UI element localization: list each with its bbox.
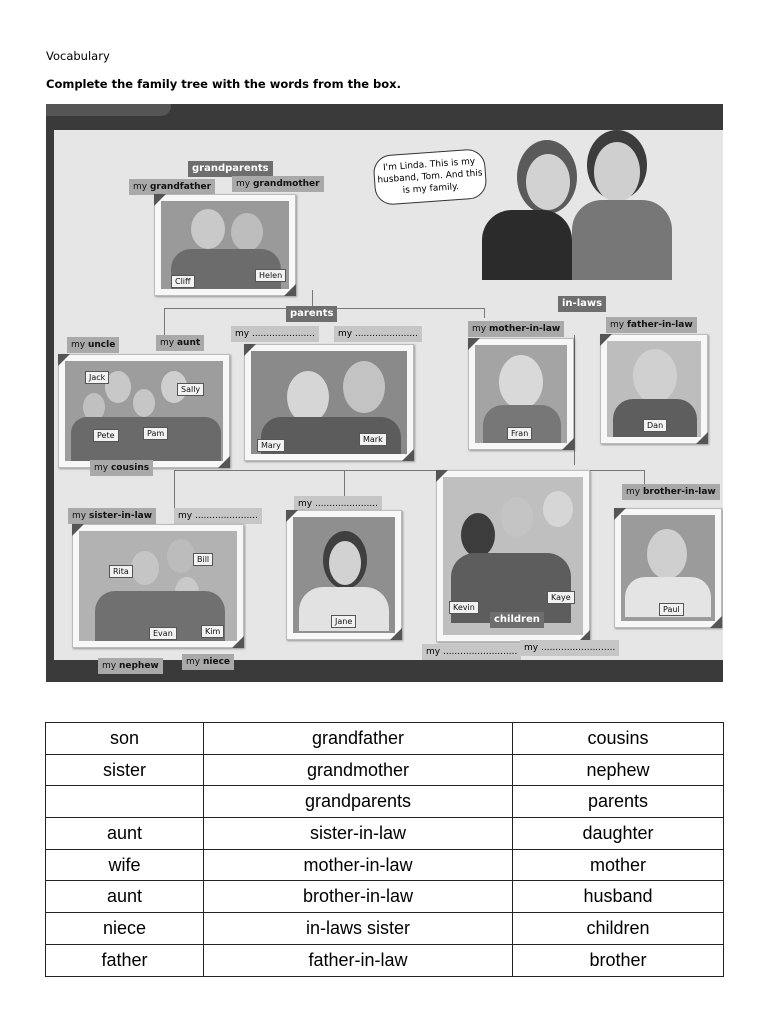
board-tab — [46, 104, 171, 116]
name-paul: Paul — [659, 603, 684, 616]
label-mother-in-law: my mother-in-law — [468, 321, 564, 337]
name-pete: Pete — [93, 429, 119, 442]
name-dan: Dan — [643, 419, 667, 432]
word-box-row — [46, 723, 724, 755]
word-box-cell: brother-in-law — [204, 881, 513, 913]
label-uncle: my uncle — [67, 337, 119, 353]
name-evan: Evan — [149, 627, 177, 640]
word-box-row — [46, 754, 724, 786]
word-box-row — [46, 786, 724, 818]
blank-sister-in-law-partner: my ...................... — [174, 508, 262, 524]
family-tree-board — [46, 104, 723, 682]
word-box-cell: son — [46, 723, 204, 755]
photo-parents — [244, 344, 414, 461]
word-box-row — [46, 913, 724, 945]
photo-sister-in-law-family — [72, 524, 244, 648]
name-kevin: Kevin — [449, 601, 479, 614]
word-box-cell: daughter — [513, 818, 724, 850]
word-box-row — [46, 818, 724, 850]
blank-parent-1: my ...................... — [231, 326, 319, 342]
name-sally: Sally — [177, 383, 204, 396]
word-box-row — [46, 944, 724, 976]
word-box-cell: grandparents — [204, 786, 513, 818]
word-box-cell: brother — [513, 944, 724, 976]
word-box-cell: aunt — [46, 881, 204, 913]
children-header: children — [490, 612, 544, 628]
label-grandfather: my grandfather — [129, 179, 215, 195]
label-father-in-law: my father-in-law — [606, 317, 697, 333]
name-mary: Mary — [257, 439, 285, 452]
word-box-cell: parents — [513, 786, 724, 818]
word-box-cell: husband — [513, 881, 724, 913]
name-mark: Mark — [359, 433, 387, 446]
name-bill: Bill — [193, 553, 213, 566]
photo-brother-in-law — [614, 508, 722, 628]
grandparents-header: grandparents — [188, 161, 273, 177]
name-fran: Fran — [507, 427, 532, 440]
word-box-cell: sister-in-law — [204, 818, 513, 850]
blank-son: my .......................... — [422, 644, 521, 660]
label-nephew: my nephew — [98, 658, 163, 674]
blank-parent-2: my ...................... — [334, 326, 422, 342]
name-kim: Kim — [201, 625, 224, 638]
word-box-cell: niece — [46, 913, 204, 945]
photo-grandparents — [154, 194, 296, 296]
name-rita: Rita — [109, 565, 133, 578]
word-box-cell: grandmother — [204, 754, 513, 786]
label-cousins: my cousins — [90, 460, 153, 476]
word-box-cell: sister — [46, 754, 204, 786]
word-box-cell: father-in-law — [204, 944, 513, 976]
word-box-cell: mother — [513, 849, 724, 881]
photo-linda-tom — [462, 130, 672, 280]
name-jack: Jack — [85, 371, 109, 384]
word-box-cell: nephew — [513, 754, 724, 786]
word-box-cell: children — [513, 913, 724, 945]
photo-uncle-family — [58, 354, 230, 468]
label-brother-in-law: my brother-in-law — [622, 484, 720, 500]
name-kaye: Kaye — [547, 591, 575, 604]
word-box-cell: mother-in-law — [204, 849, 513, 881]
name-jane: Jane — [331, 615, 356, 628]
label-niece: my niece — [182, 654, 234, 670]
word-box-row — [46, 849, 724, 881]
word-box-cell: wife — [46, 849, 204, 881]
instruction-text: Complete the family tree with the words from the box. — [46, 77, 401, 91]
name-helen: Helen — [255, 269, 286, 282]
photo-father-in-law — [600, 334, 708, 444]
word-box-cell: grandfather — [204, 723, 513, 755]
word-box-row — [46, 881, 724, 913]
family-tree — [54, 130, 723, 671]
name-cliff: Cliff — [171, 275, 195, 288]
word-box-cell: aunt — [46, 818, 204, 850]
label-aunt: my aunt — [156, 335, 204, 351]
word-box-cell: in-laws sister — [204, 913, 513, 945]
blank-daughter: my .......................... — [520, 640, 619, 656]
inlaws-header: in-laws — [558, 296, 606, 312]
blank-sister: my ...................... — [294, 496, 382, 512]
name-pam: Pam — [143, 427, 168, 440]
vocabulary-heading: Vocabulary — [46, 49, 110, 63]
label-sister-in-law: my sister-in-law — [68, 508, 156, 524]
speech-bubble: I'm Linda. This is my husband, Tom. And this is my family. — [372, 148, 487, 206]
word-box-cell: father — [46, 944, 204, 976]
word-box-table — [45, 722, 724, 977]
word-box-cell — [46, 786, 204, 818]
photo-mother-in-law — [468, 338, 574, 450]
photo-jane — [286, 510, 402, 640]
word-box-cell: cousins — [513, 723, 724, 755]
label-grandmother: my grandmother — [232, 176, 324, 192]
parents-header: parents — [286, 306, 337, 322]
